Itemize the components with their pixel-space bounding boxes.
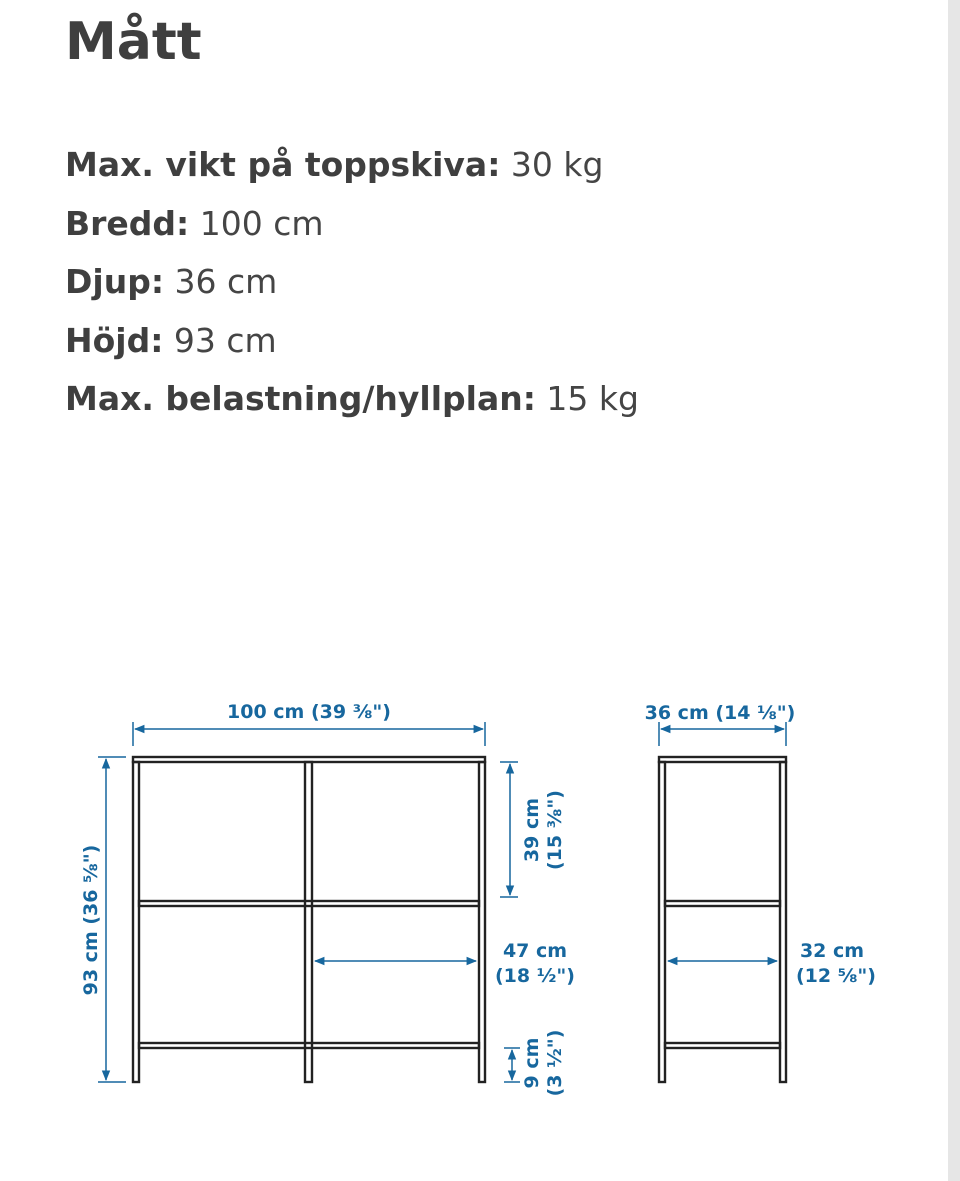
spec-label: Djup: (65, 262, 165, 301)
side-back-leg (780, 762, 786, 1082)
side-view-drawing (659, 757, 786, 1082)
depth-dimension (645, 702, 796, 746)
spec-value: 15 kg (546, 379, 639, 418)
height-cm: 93 cm (80, 931, 102, 996)
spec-label: Höjd: (65, 320, 164, 360)
height-dimension (80, 757, 126, 1082)
bottom-clearance-in: (3 ½") (544, 1029, 566, 1097)
front-view-drawing (133, 757, 485, 1082)
depth-label: 36 cm (14 ⅛") (644, 702, 796, 724)
inner-depth-cm: 32 cm (799, 940, 865, 962)
top-section-in: (15 ⅜") (544, 790, 566, 870)
front-middle-leg (305, 762, 312, 1082)
width-dimension (133, 701, 485, 746)
side-front-leg (659, 762, 665, 1082)
spec-label: Max. belastning/hyllplan: (65, 379, 536, 418)
inner-width-cm: 47 cm (502, 940, 568, 962)
spec-label: Bredd: (65, 203, 190, 243)
spec-value: 100 cm (199, 203, 324, 243)
height-in: (36 ⅝") (80, 844, 102, 925)
width-label: 100 cm (39 ⅜") (227, 701, 391, 723)
inner-width-dimension (315, 940, 575, 987)
side-middle-shelf (665, 901, 780, 906)
front-bottom-shelf (139, 1043, 479, 1048)
spec-value: 93 cm (173, 320, 277, 360)
top-section-cm: 39 cm (521, 797, 543, 863)
bottom-clearance-cm: 9 cm (521, 1037, 543, 1089)
inner-width-in: (18 ½") (495, 965, 575, 987)
inner-depth-dimension (668, 940, 876, 987)
front-left-leg (133, 762, 139, 1082)
spec-value: 30 kg (510, 145, 604, 184)
spec-label: Max. vikt på toppskiva: (65, 145, 501, 184)
top-section-dimension (500, 762, 566, 897)
bottom-clearance-dimension (504, 1030, 566, 1097)
front-middle-shelf (139, 901, 479, 906)
inner-depth-in: (12 ⅝") (796, 965, 876, 987)
height-label (80, 845, 102, 996)
side-top-board (659, 757, 786, 762)
side-bottom-shelf (665, 1043, 780, 1048)
front-right-leg (479, 762, 485, 1082)
spec-value: 36 cm (174, 262, 278, 301)
page-title: Mått (65, 12, 202, 72)
